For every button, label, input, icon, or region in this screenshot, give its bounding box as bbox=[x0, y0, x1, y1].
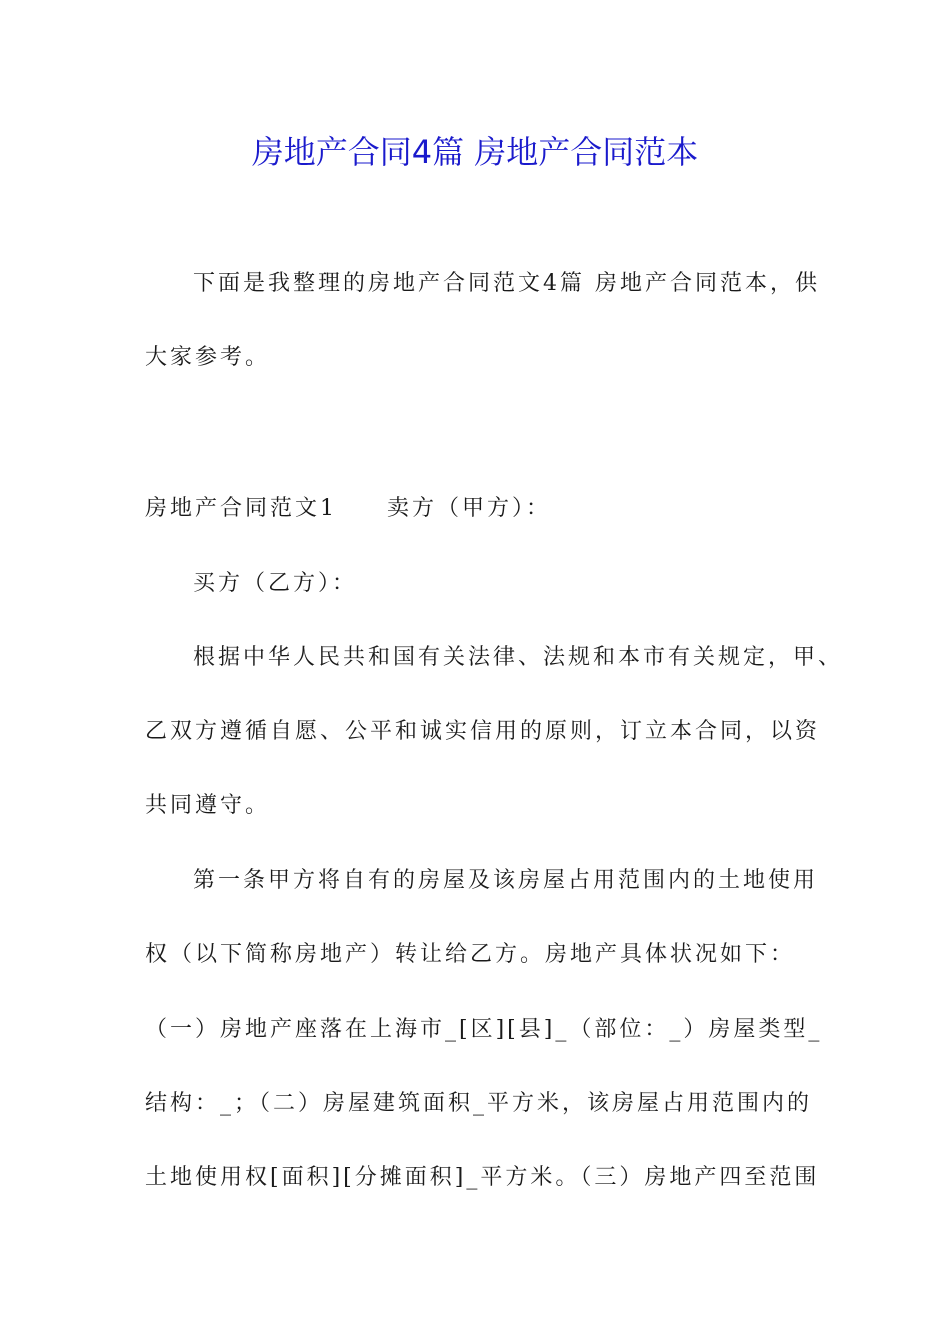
paragraph-line: 买方（乙方）： bbox=[193, 571, 358, 596]
section-heading-line: 房地产合同范文1 卖方（甲方）： bbox=[145, 496, 551, 521]
paragraph-line: 乙双方遵循自愿、公平和诚实信用的原则，订立本合同，以资 bbox=[145, 719, 821, 744]
paragraph-line: 下面是我整理的房地产合同范文4篇 房地产合同范本，供 bbox=[193, 271, 820, 296]
paragraph-line: （一）房地产座落在上海市_[区][县]_（部位：_）房屋类型_ bbox=[145, 1017, 823, 1042]
paragraph-line: 结构：_；（二）房屋建筑面积_平方米，该房屋占用范围内的 bbox=[145, 1091, 813, 1116]
paragraph-line: 根据中华人民共和国有关法律、法规和本市有关规定，甲、 bbox=[193, 645, 844, 670]
document-title: 房地产合同4篇 房地产合同范本 bbox=[251, 133, 699, 171]
paragraph-line: 大家参考。 bbox=[145, 345, 271, 370]
paragraph-line: 共同遵守。 bbox=[145, 793, 271, 818]
paragraph-line: 权（以下简称房地产）转让给乙方。房地产具体状况如下： bbox=[145, 942, 796, 967]
paragraph-line: 土地使用权[面积][分摊面积]_平方米。（三）房地产四至范围 bbox=[145, 1165, 820, 1190]
paragraph-line: 第一条甲方将自有的房屋及该房屋占用范围内的土地使用 bbox=[193, 868, 819, 893]
